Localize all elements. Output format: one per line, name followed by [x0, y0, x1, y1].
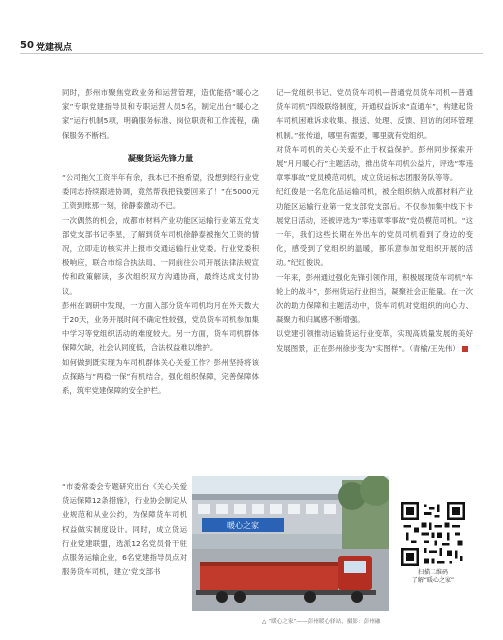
qr-code-icon[interactable] [401, 502, 465, 566]
closing-text: 以党建引领推动运输货运行业变革，实现高质量发展的美好发展图景，正在彭州徐步变为“实图样”。（青榆/王先伟） [276, 329, 473, 353]
paragraph: 同时，彭州市聚焦党政业务和运营管理，造优能搭“暖心之家”专职党建指导员和专职运营人员5名，制定出台“暖心之家”运行机制5项，明确服务标准、岗位职责和工作流程，确保服务不断档。 [62, 88, 259, 140]
subheading: 凝聚货运先锋力量 [127, 152, 194, 163]
caption-text: “暖心之家”——彭州暖心驿站，摄影：彭州融 [268, 619, 381, 625]
qr-caption [398, 569, 468, 585]
paragraph: 对货车司机的关心关爱不止于权益保护。彭州同步探索开展“月月暖心行”主题活动，推出货车司机公益片，评选“零违章零事故”党员模范司机，成立货运标志团服务队等等。 [276, 144, 473, 183]
end-mark-icon [462, 346, 468, 352]
paragraph: 纪红俊是一名危化品运输司机，被全组织纳入成都材料产业功能区运输行业第一党支部党支部后。不仅参加集中线下卡展党日活动，还被评选为“零违章零事故”党员模范司机。“这一年，我们这些长期在外出车的党员司机看到了身边的变化，感受到了党组织的温暖，都乐意参加党组织开展的活动。”纪红俊说。 [276, 187, 473, 268]
paragraph: “公司拖欠工资半年有余，我本已不抱希望，没想到经行业党委同志持续跟进协调，竟然帮我把钱要回来了！”在5000元工资到账那一刻，徐静泰激动不已。 [62, 173, 259, 211]
left-column [62, 86, 259, 398]
page-number: 50 [20, 40, 34, 51]
qr-caption-line2: 了解“暖心之家” [411, 577, 455, 584]
station-photo-illustration [192, 476, 389, 611]
paragraph: 一年来，彭州通过强化先锋引领作用，积极展现货车司机“车轮上的战斗”，彭州货运行业担当，凝聚社会正能量。在一次次的助力保障和主题活动中，货车司机对党组织的向心力、凝聚力和归属感不断增强。 [276, 272, 473, 325]
header-rule [20, 53, 483, 54]
photo-caption [262, 617, 380, 625]
section-title: 党建视点 [36, 43, 73, 53]
qr-block [398, 502, 468, 585]
left-column-lower [62, 480, 187, 579]
right-column [276, 86, 473, 356]
paragraph: 如何做到既实现为车司机群体关心关爱工作？彭州坚持将该点探路与“两稳一保”有机结合，强化组织保障，完善保障体系，筑牢党建保障的安全护栏。 [62, 357, 259, 396]
paragraph: 一次偶然的机会，成都市材料产业功能区运输行业第五党支部党支部书记李星，了解到货车司机徐静泰被拖欠工资的情况，立即走访核实并上报市交通运输行业党委。行业党委积极响应，联合市综合执法局、一同前往公司开展法律法规宣传和政策解读，多次组织双方沟通协商，最终达成支付协议。 [62, 215, 259, 296]
station-sign-text: 暖心之家 [227, 521, 259, 530]
station-photo [192, 476, 389, 611]
paragraph: 记—党组织书记、党员货车司机—普通党员货车司机—普通货车司机”四级联络制度，开通权益诉求“直通车”，构建起货车司机困难诉求收集、报送、处理、反馈、回访的闭环管理机制。”张传道，哪里有需要，哪里就有党组织。 [276, 88, 473, 140]
page-header [0, 40, 503, 54]
paragraph: 彭州在调研中发现，一方面入部分货车司机均月在外天数大于20天，业务开展时间不确定性较强，党员货车司机参加集中学习等党组织活动的难度较大。另一方面，货车司机群体保障欠缺，社会认同度低，合法权益难以维护。 [62, 300, 259, 353]
caption-triangle-icon: △ [262, 619, 267, 625]
paragraph: “市委常委会专题研究出台《关心关爱货运保障12条措施》，行业协会制定从业规范和从业公约，为保障货车司机权益做实制度设计。同时，成立货运行业党建联盟，选派12名党员骨干驻点服务运输企业，6名党建指导员点对服务货车司机，建立‘党支部书 [62, 482, 187, 577]
paragraph [276, 327, 473, 355]
qr-caption-line1: 扫描二维码 [417, 569, 448, 576]
